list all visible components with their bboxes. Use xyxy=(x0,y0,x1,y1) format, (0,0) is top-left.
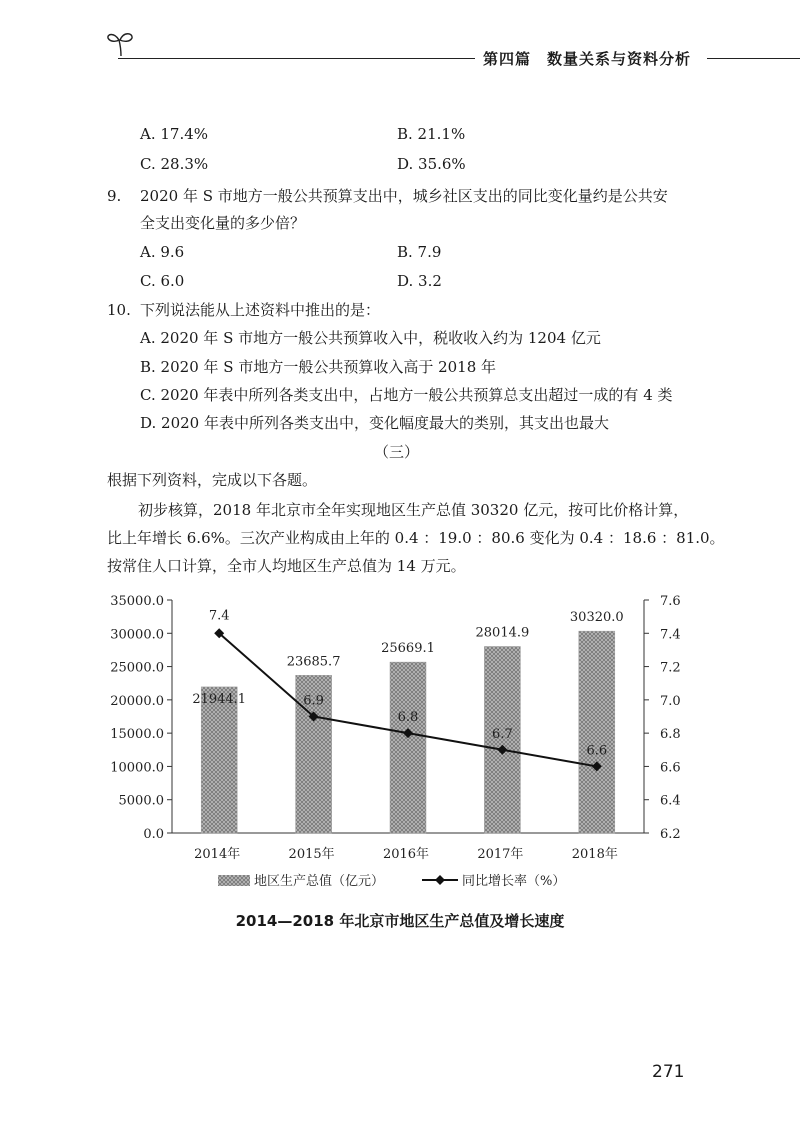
growth-rate-label: 7.4 xyxy=(208,608,230,624)
bar-value-label: 23685.7 xyxy=(286,654,341,670)
right-tick-label: 7.0 xyxy=(660,693,681,709)
right-tick-label: 6.4 xyxy=(660,793,681,809)
q10-number: 10. xyxy=(107,301,131,319)
q9-option-a: A. 9.6 xyxy=(140,243,185,261)
header-title: 第四篇 数量关系与资料分析 xyxy=(483,50,692,68)
growth-rate-label: 6.6 xyxy=(586,743,608,759)
q9-text-line2: 全支出变化量的多少倍？ xyxy=(140,214,306,232)
legend-line-marker xyxy=(435,875,445,885)
q10-option-a: A. 2020 年 S 市地方一般公共预算收入中，税收收入约为 1204 亿元 xyxy=(140,329,601,347)
left-tick-label: 15000.0 xyxy=(110,727,164,743)
left-tick-label: 25000.0 xyxy=(110,660,164,676)
x-category-label: 2017年 xyxy=(477,847,524,862)
q8-option-d: D. 35.6% xyxy=(397,155,466,173)
q9-option-d: D. 3.2 xyxy=(397,272,442,290)
left-tick-label: 10000.0 xyxy=(110,760,164,776)
chart-title: 2014—2018 年北京市地区生产总值及增长速度 xyxy=(235,912,565,930)
x-category-label: 2018年 xyxy=(571,847,618,862)
left-tick-label: 35000.0 xyxy=(110,594,164,609)
left-tick-label: 5000.0 xyxy=(118,793,164,809)
right-tick-label: 6.2 xyxy=(660,827,681,842)
page-number: 271 xyxy=(652,1062,685,1082)
leaf-logo-icon xyxy=(104,26,138,60)
x-category-label: 2015年 xyxy=(288,847,335,862)
q10-option-c: C. 2020 年表中所列各类支出中，占地方一般公共预算总支出超过一成的有 4 类 xyxy=(140,386,673,404)
legend-bar-label: 地区生产总值（亿元） xyxy=(254,874,385,889)
growth-rate-label: 6.9 xyxy=(303,693,324,709)
right-tick-label: 6.8 xyxy=(660,727,681,743)
right-tick-label: 7.6 xyxy=(660,594,681,609)
right-tick-label: 7.4 xyxy=(660,627,681,643)
q9-text-line1: 2020 年 S 市地方一般公共预算支出中，城乡社区支出的同比变化量约是公共安 xyxy=(140,187,668,205)
legend-line-label: 同比增长率（%） xyxy=(462,874,566,889)
section-heading: （三） xyxy=(374,443,420,461)
q8-option-b: B. 21.1% xyxy=(397,125,466,143)
bar-value-label: 21944.1 xyxy=(192,691,247,707)
section-paragraph-line1: 初步核算，2018 年北京市全年实现地区生产总值 30320 亿元，按可比价格计算， xyxy=(138,501,689,519)
right-tick-label: 6.6 xyxy=(660,760,681,776)
q9-option-b: B. 7.9 xyxy=(397,243,442,261)
legend-bar-swatch xyxy=(218,875,250,886)
header-rule-left xyxy=(118,58,475,59)
right-tick-label: 7.2 xyxy=(660,660,681,676)
left-tick-label: 20000.0 xyxy=(110,693,164,709)
growth-rate-label: 6.7 xyxy=(492,726,513,742)
bar-value-label: 30320.0 xyxy=(569,610,624,626)
q9-option-c: C. 6.0 xyxy=(140,272,185,290)
left-tick-label: 30000.0 xyxy=(110,627,164,643)
section-paragraph-line2: 比上年增长 6.6%。三次产业构成由上年的 0.4 ：19.0 ：80.6 变化为 0.4 ：18.6 ：81.0。 xyxy=(107,529,725,547)
bar-2018年 xyxy=(579,631,615,833)
q10-option-b: B. 2020 年 S 市地方一般公共预算收入高于 2018 年 xyxy=(140,358,497,376)
q8-option-a: A. 17.4% xyxy=(140,125,209,143)
q9-number: 9. xyxy=(107,187,122,205)
bar-value-label: 28014.9 xyxy=(475,625,530,641)
section-paragraph-line3: 按常住人口计算，全市人均地区生产总值为 14 万元。 xyxy=(107,557,466,575)
bar-2016年 xyxy=(390,662,426,833)
x-category-label: 2014年 xyxy=(194,847,241,862)
gdp-growth-chart xyxy=(0,580,800,900)
x-category-label: 2016年 xyxy=(382,847,430,862)
q10-option-d: D. 2020 年表中所列各类支出中，变化幅度最大的类别，其支出也最大 xyxy=(140,414,609,432)
bar-value-label: 25669.1 xyxy=(381,641,435,657)
q8-option-c: C. 28.3% xyxy=(140,155,209,173)
header-rule-right xyxy=(707,58,800,59)
growth-rate-label: 6.8 xyxy=(397,710,419,726)
section-intro: 根据下列资料，完成以下各题。 xyxy=(107,471,318,489)
bar-2014年 xyxy=(201,687,237,833)
left-tick-label: 0.0 xyxy=(143,827,164,842)
q10-text: 下列说法能从上述资料中推出的是： xyxy=(140,301,381,319)
